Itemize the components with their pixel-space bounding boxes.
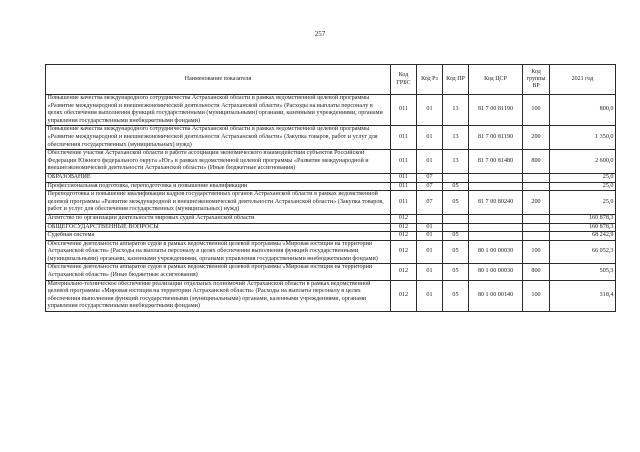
cell-rz: 01: [417, 95, 443, 126]
cell-vr: [523, 214, 550, 223]
cell-grbs: 011: [391, 95, 417, 126]
cell-vr: 100: [523, 280, 550, 311]
cell-name: ОБЩЕГОСУДАРСТВЕННЫЕ ВОПРОСЫ: [46, 223, 391, 232]
cell-pr: 13: [443, 126, 469, 150]
cell-grbs: 012: [391, 280, 417, 311]
cell-csr: 80 1 00 00030: [469, 264, 523, 280]
cell-csr: [469, 223, 523, 232]
cell-pr: 13: [443, 95, 469, 126]
cell-rz: 01: [417, 240, 443, 264]
cell-csr: [469, 182, 523, 191]
header-csr: Код ЦСР: [469, 65, 523, 95]
cell-amount: 25,0: [550, 182, 616, 191]
cell-rz: 01: [417, 126, 443, 150]
cell-vr: [523, 182, 550, 191]
cell-amount: 25,0: [550, 173, 616, 182]
cell-grbs: 012: [391, 214, 417, 223]
table-row: [46, 214, 616, 223]
header-year: 2021 год: [550, 65, 616, 95]
table-body: [46, 95, 616, 312]
cell-amount: 68 242,9: [550, 232, 616, 241]
cell-rz: 01: [417, 280, 443, 311]
cell-pr: 13: [443, 150, 469, 174]
cell-vr: 200: [523, 126, 550, 150]
table-row: [46, 191, 616, 215]
table-row: [46, 150, 616, 174]
header-vr: Код группы ВР: [523, 65, 550, 95]
cell-pr: 05: [443, 240, 469, 264]
cell-csr: 81 7 00 81190: [469, 95, 523, 126]
cell-rz: 01: [417, 150, 443, 174]
cell-pr: [443, 223, 469, 232]
table-header-row: [46, 65, 616, 95]
header-rz: Код Рз: [417, 65, 443, 95]
cell-vr: 800: [523, 264, 550, 280]
cell-name: Профессиональная подготовка, переподготовка и повышение квалификации: [46, 182, 391, 191]
cell-amount: 505,3: [550, 264, 616, 280]
cell-rz: 01: [417, 264, 443, 280]
cell-vr: 100: [523, 240, 550, 264]
cell-csr: 81 7 00 81190: [469, 126, 523, 150]
cell-amount: 800,0: [550, 95, 616, 126]
cell-rz: 01: [417, 232, 443, 241]
cell-vr: 800: [523, 150, 550, 174]
cell-rz: 07: [417, 191, 443, 215]
table-row: [46, 223, 616, 232]
cell-pr: 05: [443, 232, 469, 241]
cell-name: Обеспечение участия Астраханской области в работе ассоциации экономического взаимодействия субъектов Российской Федерации Южного федерального округа «Юг» в рамках ведомственной целевой программы «Развитие международной и внешнеэкономической деятельности Астраханской области» (Иные бюджетные ассигнования): [46, 150, 391, 174]
cell-pr: 05: [443, 191, 469, 215]
budget-table: [45, 64, 616, 312]
cell-name: Переподготовка и повышение квалификации кадров государственных органов Астраханской области в рамках ведомственной целевой программы «Развитие международной и внешнеэкономической деятельности Астраханской области» (Закупка товаров, работ и услуг для обеспечения государственных (муниципальных) нужд): [46, 191, 391, 215]
table-row: [46, 280, 616, 311]
cell-name: Обеспечение деятельности аппаратов судов в рамках ведомственной целевой программы «Мировая юстиция на территории Астраханской области» (Иные бюджетные ассигнования): [46, 264, 391, 280]
cell-grbs: 011: [391, 182, 417, 191]
cell-csr: [469, 173, 523, 182]
cell-rz: [417, 214, 443, 223]
cell-amount: 160 878,3: [550, 223, 616, 232]
cell-grbs: 011: [391, 126, 417, 150]
cell-vr: 200: [523, 191, 550, 215]
cell-name: Повышение качества международного сотрудничества Астраханской области в рамках ведомственной целевой программы «Развитие международной и внешнеэкономической деятельности Астраханской области» (Закупка товаров, работ и услуг для обеспечения государственных (муниципальных) нужд): [46, 126, 391, 150]
cell-pr: 05: [443, 280, 469, 311]
cell-grbs: 012: [391, 223, 417, 232]
table-row: [46, 240, 616, 264]
table-row: [46, 232, 616, 241]
cell-name: Обеспечение деятельности аппаратов судов в рамках ведомственной целевой программы «Мировая юстиция на территории Астраханской области» (Расходы на выплаты персоналу в целях обеспечения выполнения функций государственными (муниципальными) органами, казенными учреждениями, органами управления государственными внебюджетными фондами): [46, 240, 391, 264]
cell-grbs: 012: [391, 264, 417, 280]
cell-csr: 80 1 00 00030: [469, 240, 523, 264]
cell-pr: 05: [443, 264, 469, 280]
cell-amount: 66 052,3: [550, 240, 616, 264]
cell-grbs: 011: [391, 173, 417, 182]
cell-csr: 80 1 00 00140: [469, 280, 523, 311]
cell-vr: 100: [523, 95, 550, 126]
cell-amount: 25,0: [550, 191, 616, 215]
table-row: [46, 173, 616, 182]
cell-pr: 05: [443, 182, 469, 191]
cell-rz: 07: [417, 173, 443, 182]
cell-amount: 2 600,0: [550, 150, 616, 174]
table-row: [46, 182, 616, 191]
cell-name: Судебная система: [46, 232, 391, 241]
cell-name: Повышение качества международного сотрудничества Астраханской области в рамках ведомственной целевой программы «Развитие международной и внешнеэкономической деятельности Астраханской области» (Расходы на выплаты персоналу в целях обеспечения выполнения функций государственными (муниципальными) органами, казенными учреждениями, органами управления государственными внебюджетными фондами): [46, 95, 391, 126]
cell-csr: [469, 232, 523, 241]
cell-name: Агентство по организации деятельности мировых судей Астраханской области: [46, 214, 391, 223]
header-pr: Код ПР: [443, 65, 469, 95]
cell-name: Материально-техническое обеспечение реализации отдельных полномочий Астраханской области в рамках ведомственной целевой программы «Мировая юстиция на территории Астраханской области» (Расходы на выплаты персоналу в целях обеспечения выполнения функций государственными (муниципальными) органами, казенными учреждениями, органами управления государственными внебюджетными фондами): [46, 280, 391, 311]
cell-name: ОБРАЗОВАНИЕ: [46, 173, 391, 182]
cell-grbs: 012: [391, 240, 417, 264]
cell-csr: 81 7 00 81480: [469, 150, 523, 174]
cell-amount: 160 878,3: [550, 214, 616, 223]
cell-csr: 81 7 00 80240: [469, 191, 523, 215]
cell-vr: [523, 232, 550, 241]
cell-amount: 1 350,0: [550, 126, 616, 150]
cell-vr: [523, 173, 550, 182]
header-name: Наименование показателя: [46, 65, 391, 95]
cell-rz: 01: [417, 223, 443, 232]
cell-rz: 07: [417, 182, 443, 191]
table-row: [46, 95, 616, 126]
table-row: [46, 126, 616, 150]
cell-grbs: 011: [391, 150, 417, 174]
page-number: 257: [314, 30, 326, 38]
cell-pr: [443, 214, 469, 223]
cell-grbs: 012: [391, 232, 417, 241]
cell-amount: 318,4: [550, 280, 616, 311]
table-row: [46, 264, 616, 280]
cell-pr: [443, 173, 469, 182]
cell-vr: [523, 223, 550, 232]
cell-csr: [469, 214, 523, 223]
cell-grbs: 011: [391, 191, 417, 215]
header-grbs: Код ГРБС: [391, 65, 417, 95]
